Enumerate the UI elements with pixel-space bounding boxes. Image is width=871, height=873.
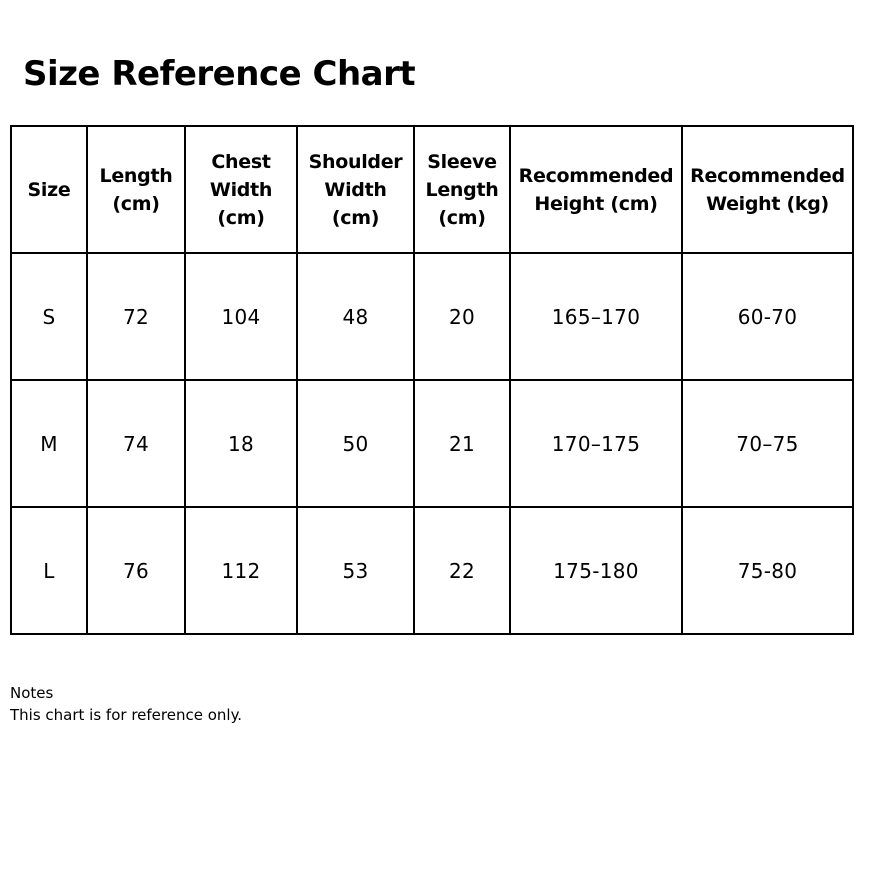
- cell-sleeve-length: 20: [414, 253, 510, 380]
- header-chest-width: Chest Width (cm): [185, 126, 297, 253]
- header-recommended-height: Recommended Height (cm): [510, 126, 682, 253]
- cell-shoulder-width: 48: [297, 253, 414, 380]
- table-row-l: [11, 507, 853, 634]
- cell-recommended-height: 165–170: [510, 253, 682, 380]
- cell-length: 72: [87, 253, 185, 380]
- notes-heading: Notes: [10, 684, 54, 702]
- cell-shoulder-width: 53: [297, 507, 414, 634]
- notes-text: This chart is for reference only.: [10, 706, 243, 724]
- notes-section: [10, 682, 242, 726]
- header-size: Size: [11, 126, 87, 253]
- cell-recommended-weight: 60-70: [682, 253, 853, 380]
- table-row-s: [11, 253, 853, 380]
- cell-shoulder-width: 50: [297, 380, 414, 507]
- cell-length: 76: [87, 507, 185, 634]
- cell-recommended-height: 170–175: [510, 380, 682, 507]
- cell-chest-width: 18: [185, 380, 297, 507]
- cell-chest-width: 112: [185, 507, 297, 634]
- cell-sleeve-length: 21: [414, 380, 510, 507]
- cell-size: S: [11, 253, 87, 380]
- header-recommended-weight: Recommended Weight (kg): [682, 126, 853, 253]
- table-header-row: [11, 126, 853, 253]
- size-reference-table: [10, 125, 854, 635]
- header-sleeve-length: Sleeve Length (cm): [414, 126, 510, 253]
- table-row-m: [11, 380, 853, 507]
- cell-recommended-weight: 75-80: [682, 507, 853, 634]
- cell-size: M: [11, 380, 87, 507]
- cell-size: L: [11, 507, 87, 634]
- cell-sleeve-length: 22: [414, 507, 510, 634]
- cell-chest-width: 104: [185, 253, 297, 380]
- cell-length: 74: [87, 380, 185, 507]
- cell-recommended-weight: 70–75: [682, 380, 853, 507]
- page-title: Size Reference Chart: [23, 54, 416, 94]
- header-shoulder-width: Shoulder Width (cm): [297, 126, 414, 253]
- cell-recommended-height: 175-180: [510, 507, 682, 634]
- header-length: Length (cm): [87, 126, 185, 253]
